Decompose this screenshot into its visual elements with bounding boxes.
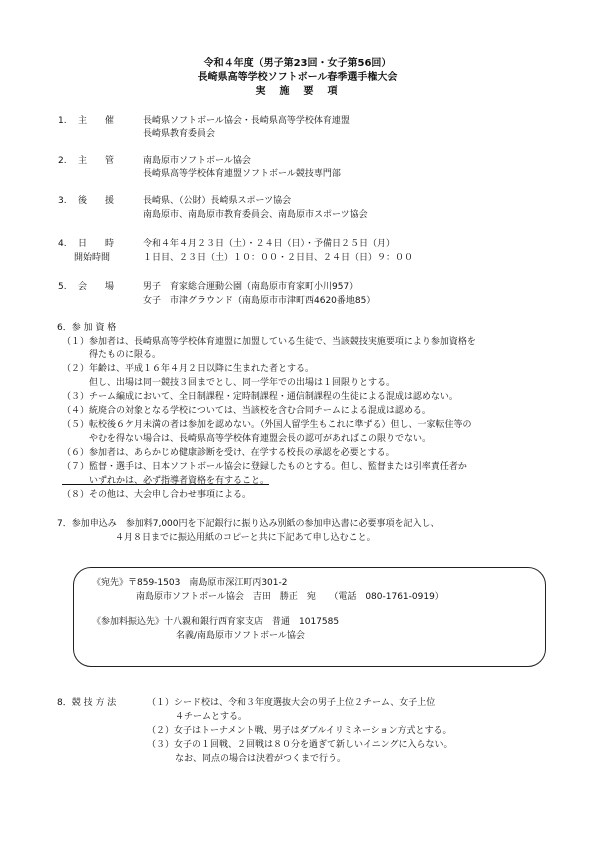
section-6-item-underlined: いずれかは、必ず指導者資格を有すること。 — [62, 476, 270, 486]
section-5-line-1: 男子 育家総合運動公園（南島原市育家町小川957） — [143, 282, 359, 292]
section-8-item: （１）シード校は、令和３年度選抜大会の男子上位２チーム、女子上位 — [147, 698, 436, 708]
section-1-line-1: 長崎県ソフトボール協会・長崎県高等学校体育連盟 — [143, 116, 350, 126]
section-8-item: （３）女子の１回戦、２回戦は８０分を過ぎて新しいイニングに入らない。 — [147, 740, 453, 750]
section-6-item: （６）参加者は、あらかじめ健康診断を受け、在学する校長の承認を必要とする。 — [62, 448, 395, 458]
section-3-label: 後 援 — [78, 196, 115, 206]
box-recipient-line: 南島原市ソフトボール協会 吉田 勝正 宛 （電話 080-1761-0919） — [136, 592, 444, 602]
section-8-item: （２）女子はトーナメント戦、男子はダブルイリミネーション方式とする。 — [147, 726, 452, 736]
section-4-number: 4. — [58, 239, 67, 249]
box-address-line: 《宛先》〒859-1503 南島原市深江町丙301-2 — [92, 578, 288, 588]
section-4-label: 日 時 — [78, 239, 115, 249]
section-3-number: 3. — [58, 196, 67, 206]
section-4-line-2: １日目、２３日（土）１０：００・２日目、２４日（日）９：００ — [143, 253, 414, 263]
section-8-item: ４チームとする。 — [175, 712, 248, 722]
box-bank-line: 《参加料振込先》十八親和銀行西育家支店 普通 1017585 — [92, 617, 340, 627]
header-line-2: 長崎県高等学校ソフトボール春季選手権大会 — [197, 72, 398, 83]
header-line-3: 実 施 要 項 — [255, 86, 340, 97]
section-6-item: （７）監督・選手は、日本ソフトボール協会に登録したものとする。但し、監督または引率責任者か — [62, 462, 467, 472]
section-7-line-1: 7．参加申込み 参加料7,000円を下記銀行に振り込み別紙の参加申込書に必要事項を記入し、 — [57, 519, 440, 529]
section-6-item: やむを得ない場合は、長崎県高等学校体育連盟会長の認可があればこの限りでない。 — [62, 434, 432, 444]
section-6-item: （８）その他は、大会申し合わせ事項による。 — [62, 490, 252, 500]
box-account-name-line: 名義/南島原市ソフトボール協会 — [176, 631, 305, 641]
section-6-item: 得たものに限る。 — [62, 350, 162, 360]
section-6-item: （３）チーム編成において、全日制課程・定時制課程・通信制課程の生徒による混成は認めない。 — [62, 392, 458, 402]
section-3-line-1: 長崎県、（公財）長崎県スポーツ協会 — [143, 196, 292, 206]
section-5-number: 5. — [58, 282, 67, 292]
section-6-item: （１）参加者は、長崎県高等学校体育連盟に加盟している生徒で、当該競技実施要項により参加資格を — [62, 337, 476, 347]
section-6-heading: 6．参 加 資 格 — [57, 323, 117, 333]
section-2-number: 2. — [58, 156, 67, 166]
section-2-line-2: 長崎県高等学校体育連盟ソフトボール競技専門部 — [143, 169, 341, 179]
section-5-label: 会 場 — [78, 282, 115, 292]
section-2-line-1: 南島原市ソフトボール協会 — [143, 156, 251, 166]
section-4-label-2: 開始時間 — [74, 253, 111, 263]
header-line-1: 令和４年度（男子第23回・女子第56回） — [203, 58, 392, 69]
section-6-item: （４）統廃合の対象となる学校については、当該校を含む合同チームによる混成は認める。 — [62, 406, 431, 416]
section-1-number: 1. — [58, 116, 67, 126]
section-5-line-2: 女子 市津グラウンド（南島原市市津町西4620番地85） — [143, 296, 376, 306]
section-1-line-2: 長崎県教育委員会 — [143, 129, 216, 139]
section-6-item: （５）転校後６ケ月未満の者は参加を認めない。（外国人留学生もこれに準ずる）但し、一家転住等の — [62, 420, 472, 430]
section-8-item: なお、同点の場合は決着がつくまで行う。 — [175, 754, 347, 764]
section-8-label: 8．競 技 方 法 — [57, 698, 117, 708]
section-6-item: （２）年齢は、平成１６年４月２日以降に生まれた者とする。 — [62, 364, 315, 374]
section-1-label: 主 催 — [78, 116, 115, 126]
section-4-line-1: 令和４年４月２３日（土）・２４日（日）・予備日２５日（月） — [143, 239, 396, 249]
section-3-line-2: 南島原市、南島原市教育委員会、南島原市スポーツ協会 — [143, 210, 368, 220]
section-7-line-2: ４月８日までに振込用紙のコピーと共に下記あて申し込むこと。 — [115, 533, 376, 543]
section-6-item: 但し、出場は同一競技３回までとし、同一学年での出場は１回限りとする。 — [62, 378, 396, 388]
section-2-label: 主 管 — [78, 156, 115, 166]
